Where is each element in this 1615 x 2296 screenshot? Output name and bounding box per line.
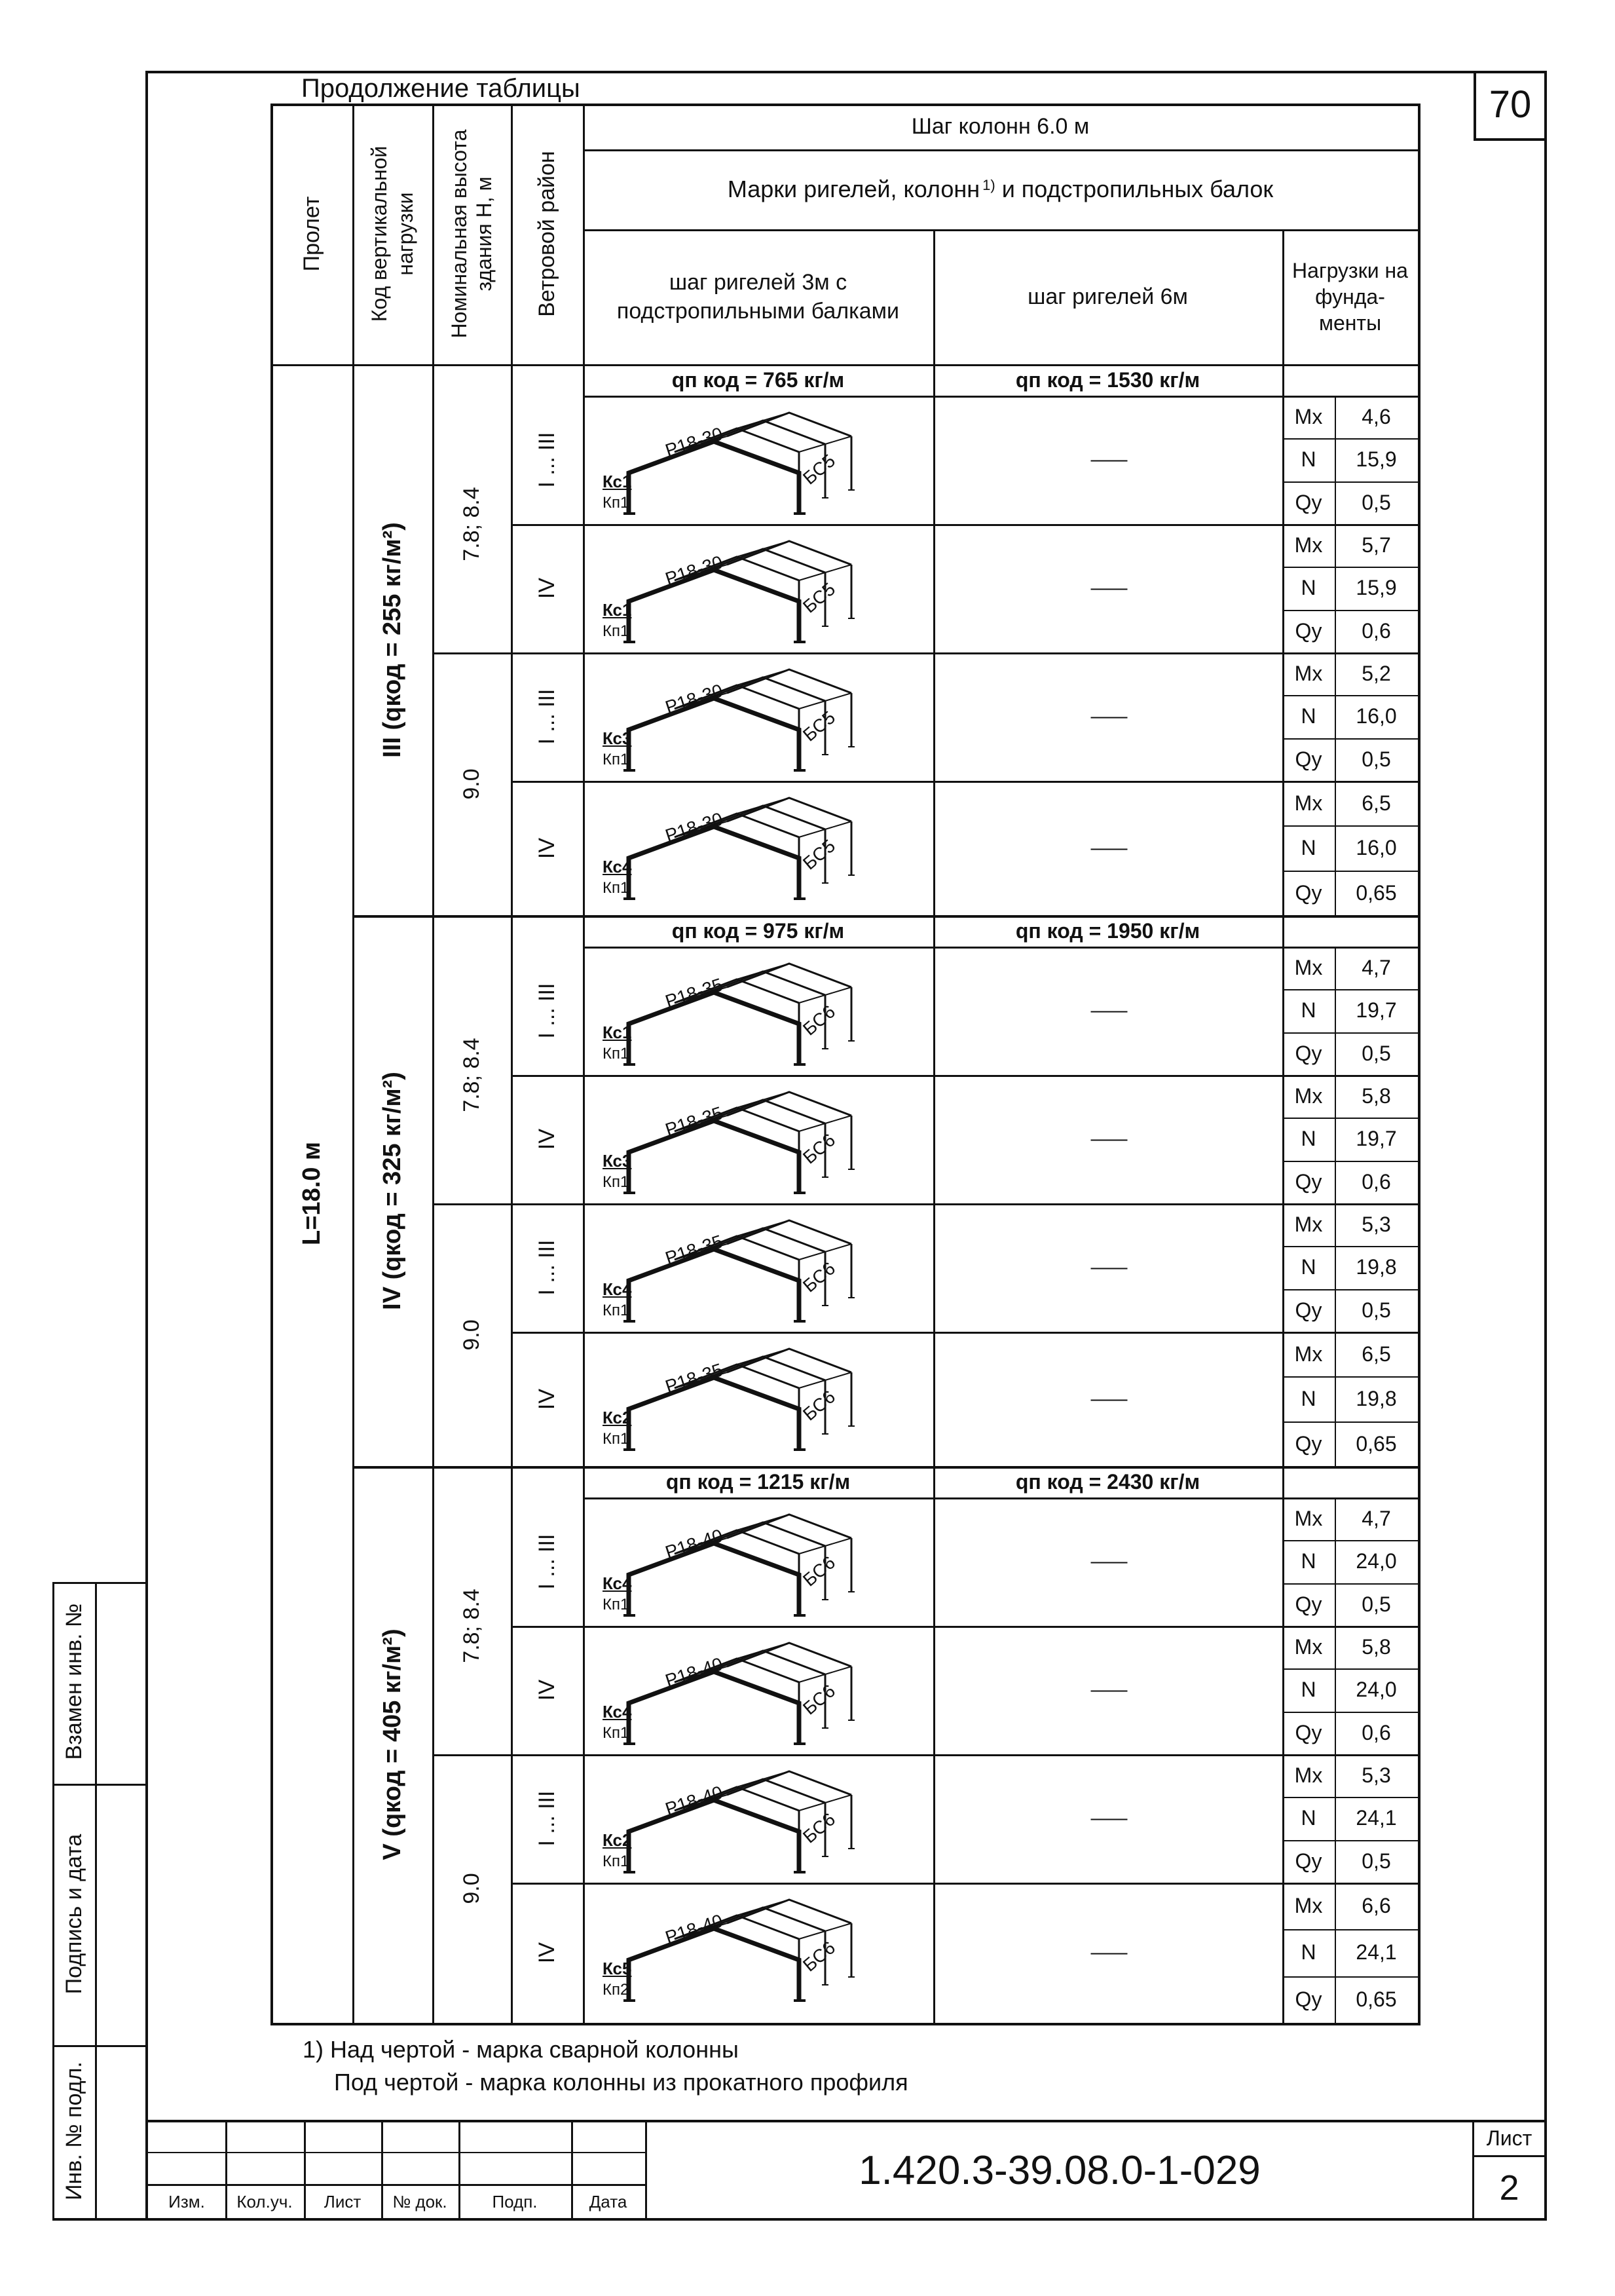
load-value: 5,3	[1362, 1763, 1391, 1787]
column-mark-welded: Кс1	[603, 472, 632, 491]
load-key: N	[1301, 998, 1316, 1022]
wind-region: IV	[534, 1679, 559, 1701]
main-frame	[629, 827, 799, 897]
no-mark-dash: ——	[1090, 837, 1125, 859]
rigel-mark: Р18-35	[663, 974, 726, 1012]
titleblock-col-label: Кол.уч.	[236, 2192, 293, 2211]
wind-region: I ... III	[534, 432, 559, 488]
base-line	[822, 1041, 855, 1049]
titleblock-col-label: Дата	[589, 2192, 627, 2211]
q-value-3m: qп код = 975 кг/м	[671, 918, 845, 943]
column-mark-rolled: Кп1	[603, 1724, 629, 1742]
load-key: Mx	[1294, 1507, 1323, 1530]
header-marks-tail: и подстропильных балок	[995, 176, 1274, 202]
frame-diagram	[603, 658, 884, 776]
load-value: 19,7	[1356, 998, 1397, 1022]
column-mark-rolled: Кп1	[603, 494, 629, 512]
continuation-label: Продолжение таблицы	[301, 74, 580, 103]
load-value: 24,0	[1356, 1549, 1397, 1573]
column-mark-rolled: Кп1	[603, 1596, 629, 1613]
beam-mark: БС6	[799, 1386, 840, 1425]
load-value: 15,9	[1356, 576, 1397, 599]
wind-region: I ... III	[534, 983, 559, 1039]
load-key: Qy	[1295, 1431, 1322, 1456]
column-mark-rolled: Кп1	[603, 751, 629, 768]
load-key: Mx	[1294, 956, 1323, 979]
sidebar-podpis: Подпись и дата	[62, 1834, 86, 1995]
frame-diagram	[603, 1337, 884, 1455]
beam-mark: БС6	[799, 1258, 840, 1296]
load-value: 0,5	[1362, 1298, 1391, 1322]
load-key: Mx	[1294, 1635, 1323, 1659]
column-mark-welded: Кс1	[603, 1023, 632, 1042]
frame-diagram	[603, 1760, 884, 1877]
list-label: Лист	[1486, 2126, 1532, 2150]
no-mark-dash: ——	[1090, 1387, 1125, 1410]
column-mark-welded: Кс1	[603, 600, 632, 620]
height-value: 7.8; 8.4	[459, 1589, 484, 1663]
base-line	[822, 1592, 855, 1600]
beam-mark: БС5	[799, 578, 840, 617]
no-mark-dash: ——	[1090, 706, 1125, 727]
base-line	[822, 618, 855, 626]
main-frame	[629, 442, 799, 512]
column-mark-rolled: Кп1	[603, 1302, 629, 1319]
titleblock-col-label: № док.	[392, 2192, 447, 2211]
col-line	[511, 104, 513, 2024]
no-mark-dash: ——	[1090, 449, 1125, 470]
load-value: 0,65	[1356, 1431, 1397, 1456]
load-value: 16,0	[1356, 835, 1397, 859]
frame-top	[145, 71, 1547, 73]
no-mark-dash: ——	[1090, 1128, 1125, 1150]
load-value: 24,1	[1356, 1806, 1397, 1830]
rigel-mark: Р18-30	[663, 808, 726, 846]
wind-region: IV	[534, 577, 559, 599]
q-value-6m: qп код = 1950 кг/м	[1015, 918, 1200, 943]
column-mark-welded: Кс3	[603, 728, 632, 748]
load-value: 15,9	[1356, 447, 1397, 471]
rigel-mark: Р18-40	[663, 1653, 726, 1691]
main-frame	[629, 1929, 799, 1999]
header-rigel-3m: шаг ригелей 3м с подстропильными балками	[616, 270, 900, 324]
load-key: Qy	[1295, 747, 1322, 771]
load-value: 0,5	[1362, 747, 1391, 771]
load-value: 0,5	[1362, 1592, 1391, 1616]
main-frame	[629, 1249, 799, 1320]
column-mark-rolled: Кп1	[603, 1045, 629, 1063]
wind-region: IV	[534, 1942, 559, 1964]
load-value: 24,1	[1356, 1940, 1397, 1964]
column-mark-welded: Кс2	[603, 1408, 632, 1427]
load-key: Mx	[1294, 405, 1323, 428]
load-value: 24,0	[1356, 1678, 1397, 1701]
load-key: Qy	[1295, 1849, 1322, 1873]
rigel-mark: Р18-30	[663, 423, 726, 461]
titleblock-col-label: Изм.	[168, 2192, 205, 2211]
beam-mark: БС6	[799, 1680, 840, 1719]
frame-diagram	[603, 401, 884, 519]
table-right-border	[1418, 104, 1420, 2024]
load-key: Qy	[1295, 1592, 1322, 1616]
wind-region: I ... III	[534, 1239, 559, 1296]
column-mark-rolled: Кп1	[603, 1853, 629, 1870]
rigel-mark: Р18-40	[663, 1782, 726, 1820]
load-code: V (qкод = 405 кг/м²)	[379, 1628, 406, 1860]
base-line	[822, 490, 855, 498]
load-key: Qy	[1295, 491, 1322, 514]
height-value: 9.0	[459, 1873, 484, 1904]
main-frame	[629, 1121, 799, 1192]
load-key: Mx	[1294, 791, 1323, 815]
no-mark-dash: ——	[1090, 1942, 1125, 1963]
footnote-line2: Под чертой - марка колонны из прокатного профиля	[334, 2069, 908, 2096]
load-value: 6,6	[1362, 1894, 1391, 1917]
load-key: Qy	[1295, 880, 1322, 905]
column-mark-rolled: Кп1	[603, 1430, 629, 1448]
column-mark-welded: Кс5	[603, 1959, 632, 1978]
load-value: 0,65	[1356, 880, 1397, 905]
doc-code: 1.420.3-39.08.0-1-029	[859, 2147, 1261, 2193]
load-key: Mx	[1294, 1213, 1323, 1236]
load-key: N	[1301, 1940, 1316, 1964]
load-value: 6,5	[1362, 791, 1391, 815]
load-key: Mx	[1294, 1894, 1323, 1917]
frame-diagram	[603, 952, 884, 1070]
load-key: Qy	[1295, 1042, 1322, 1065]
sidebar-inv: Инв. № подл.	[62, 2061, 86, 2200]
header-load-code: Код вертикальной нагрузки	[367, 145, 417, 322]
column-mark-rolled: Кп2	[603, 1981, 629, 1999]
load-value: 19,8	[1356, 1386, 1397, 1410]
load-key: Mx	[1294, 1342, 1323, 1366]
height-value: 7.8; 8.4	[459, 1038, 484, 1112]
no-mark-dash: ——	[1090, 577, 1125, 599]
load-key: Qy	[1295, 1721, 1322, 1744]
height-value: 7.8; 8.4	[459, 487, 484, 561]
col-line	[352, 104, 354, 2024]
frame-bottom	[52, 2218, 1547, 2221]
frame-diagram	[603, 1503, 884, 1621]
header-wind: Ветровой район	[534, 151, 559, 317]
load-value: 5,3	[1362, 1213, 1391, 1236]
header-column-step: Шаг колонн 6.0 м	[911, 113, 1090, 139]
col-line	[1282, 915, 1284, 947]
no-mark-dash: ——	[1090, 1679, 1125, 1701]
frame-right	[1544, 71, 1547, 2221]
load-value: 5,7	[1362, 533, 1391, 557]
col-line	[1282, 364, 1284, 396]
load-value: 4,7	[1362, 956, 1391, 979]
beam-mark: БС6	[799, 1937, 840, 1976]
table-left-border	[270, 104, 273, 2024]
column-mark-welded: Кс2	[603, 1830, 632, 1850]
header-marks-sup: 1)	[982, 177, 995, 193]
frame-diagram	[603, 1631, 884, 1749]
frame-diagram	[603, 1209, 884, 1327]
base-line	[822, 1849, 855, 1856]
frame-diagram	[603, 786, 884, 904]
beam-mark: БС6	[799, 1552, 840, 1590]
rigel-mark: Р18-30	[663, 552, 726, 590]
load-value: 19,7	[1356, 1127, 1397, 1150]
wind-region: I ... III	[534, 688, 559, 745]
wind-region: IV	[534, 1128, 559, 1150]
load-key: N	[1301, 1806, 1316, 1830]
load-value: 0,6	[1362, 1170, 1391, 1194]
titleblock-col-label: Лист	[324, 2192, 362, 2211]
rigel-mark: Р18-40	[663, 1910, 726, 1948]
rigel-mark: Р18-35	[663, 1102, 726, 1140]
wind-region: I ... III	[534, 1790, 559, 1847]
load-value: 4,7	[1362, 1507, 1391, 1530]
load-value: 0,65	[1356, 1987, 1397, 2011]
main-frame	[629, 698, 799, 769]
sidebar-inner	[95, 1582, 97, 2219]
load-key: Mx	[1294, 1763, 1323, 1787]
load-key: N	[1301, 835, 1316, 859]
load-code: III (qкод = 255 кг/м²)	[379, 521, 406, 758]
header-rigel-6m: шаг ригелей 6м	[1028, 284, 1188, 309]
load-value: 5,8	[1362, 1635, 1391, 1659]
sidebar-zamen: Взамен инв. №	[62, 1603, 86, 1760]
beam-mark: БС6	[799, 1001, 840, 1040]
wind-region: IV	[534, 837, 559, 859]
footnote-line1: 1) Над чертой - марка сварной колонны	[303, 2036, 739, 2063]
table-bottom-border	[270, 2023, 1420, 2025]
base-line	[822, 1977, 855, 1985]
header-marks	[583, 149, 1418, 229]
q-value-3m: qп код = 1215 кг/м	[665, 1469, 851, 1494]
load-key: Qy	[1295, 1298, 1322, 1322]
frame-diagram	[603, 529, 884, 647]
load-key: N	[1301, 704, 1316, 728]
beam-mark: БС6	[799, 1129, 840, 1168]
load-value: 4,6	[1362, 405, 1391, 428]
q-value-6m: qп код = 1530 кг/м	[1015, 367, 1200, 392]
load-value: 0,5	[1362, 1849, 1391, 1873]
load-value: 6,5	[1362, 1342, 1391, 1366]
load-key: Qy	[1295, 1170, 1322, 1194]
frame-diagram	[603, 1888, 884, 2006]
main-frame	[629, 1672, 799, 1742]
frame-diagram	[603, 1080, 884, 1198]
load-key: N	[1301, 1678, 1316, 1701]
header-span: Пролет	[299, 196, 324, 272]
load-key: N	[1301, 576, 1316, 599]
sheet-number: 70	[1489, 83, 1532, 126]
no-mark-dash: ——	[1090, 1551, 1125, 1572]
main-frame	[629, 1378, 799, 1448]
no-mark-dash: ——	[1090, 1000, 1125, 1021]
base-line	[822, 875, 855, 883]
span-value: L=18.0 м	[297, 1141, 325, 1246]
q-value-6m: qп код = 2430 кг/м	[1015, 1469, 1200, 1494]
base-line	[822, 1169, 855, 1177]
column-mark-welded: Кс4	[603, 1573, 632, 1593]
base-line	[822, 1720, 855, 1728]
list-value: 2	[1499, 2168, 1519, 2208]
column-mark-welded: Кс4	[603, 1702, 632, 1722]
main-frame	[629, 992, 799, 1063]
titleblock-col-label: Подп.	[492, 2192, 538, 2211]
main-frame	[629, 570, 799, 641]
header-height: Номинальная высота здания Н, м	[447, 129, 496, 339]
load-key: Mx	[1294, 533, 1323, 557]
sidebar-outer	[52, 1582, 54, 2219]
header-marks-label: Марки ригелей, колонн	[727, 176, 980, 202]
load-key: Qy	[1295, 619, 1322, 643]
column-mark-welded: Кс3	[603, 1151, 632, 1171]
column-mark-rolled: Кп1	[603, 879, 629, 897]
load-value: 0,6	[1362, 1721, 1391, 1744]
rigel-mark: Р18-30	[663, 680, 726, 718]
wind-region: I ... III	[534, 1534, 559, 1590]
load-value: 0,5	[1362, 1042, 1391, 1065]
beam-mark: БС5	[799, 707, 840, 745]
load-key: N	[1301, 1549, 1316, 1573]
load-key: Mx	[1294, 1084, 1323, 1108]
load-value: 16,0	[1356, 704, 1397, 728]
sidebar-sep1	[52, 1784, 147, 1786]
load-value: 5,8	[1362, 1084, 1391, 1108]
col-line	[432, 104, 434, 2024]
load-value: 19,8	[1356, 1255, 1397, 1279]
wind-region: IV	[534, 1388, 559, 1410]
q-value-3m: qп код = 765 кг/м	[671, 367, 845, 392]
column-mark-rolled: Кп1	[603, 1173, 629, 1191]
load-value: 0,5	[1362, 491, 1391, 514]
load-key: N	[1301, 1386, 1316, 1410]
height-value: 9.0	[459, 1319, 484, 1351]
header-loads: Нагрузки на фунда-менты	[1292, 259, 1408, 335]
column-mark-welded: Кс4	[603, 857, 632, 876]
beam-mark: БС5	[799, 835, 840, 874]
column-mark-rolled: Кп1	[603, 622, 629, 640]
rigel-mark: Р18-40	[663, 1525, 726, 1563]
base-line	[822, 747, 855, 755]
main-frame	[629, 1543, 799, 1614]
load-key: Mx	[1294, 662, 1323, 685]
column-mark-welded: Кс4	[603, 1279, 632, 1299]
col-line	[1282, 1466, 1284, 1497]
no-mark-dash: ——	[1090, 1256, 1125, 1278]
load-value: 5,2	[1362, 662, 1391, 685]
rigel-mark: Р18-35	[663, 1231, 726, 1269]
load-key: N	[1301, 447, 1316, 471]
frame-left	[145, 71, 148, 2221]
rigel-mark: Р18-35	[663, 1359, 726, 1397]
titleblock-row	[148, 2152, 646, 2153]
beam-mark: БС5	[799, 450, 840, 489]
load-key: N	[1301, 1127, 1316, 1150]
beam-mark: БС6	[799, 1809, 840, 1847]
base-line	[822, 1298, 855, 1306]
load-code: IV (qкод = 325 кг/м²)	[379, 1071, 406, 1310]
no-mark-dash: ——	[1090, 1807, 1125, 1829]
load-key: Qy	[1295, 1987, 1322, 2011]
main-frame	[629, 1800, 799, 1871]
base-line	[822, 1426, 855, 1434]
load-value: 0,6	[1362, 619, 1391, 643]
load-key: N	[1301, 1255, 1316, 1279]
height-value: 9.0	[459, 768, 484, 800]
